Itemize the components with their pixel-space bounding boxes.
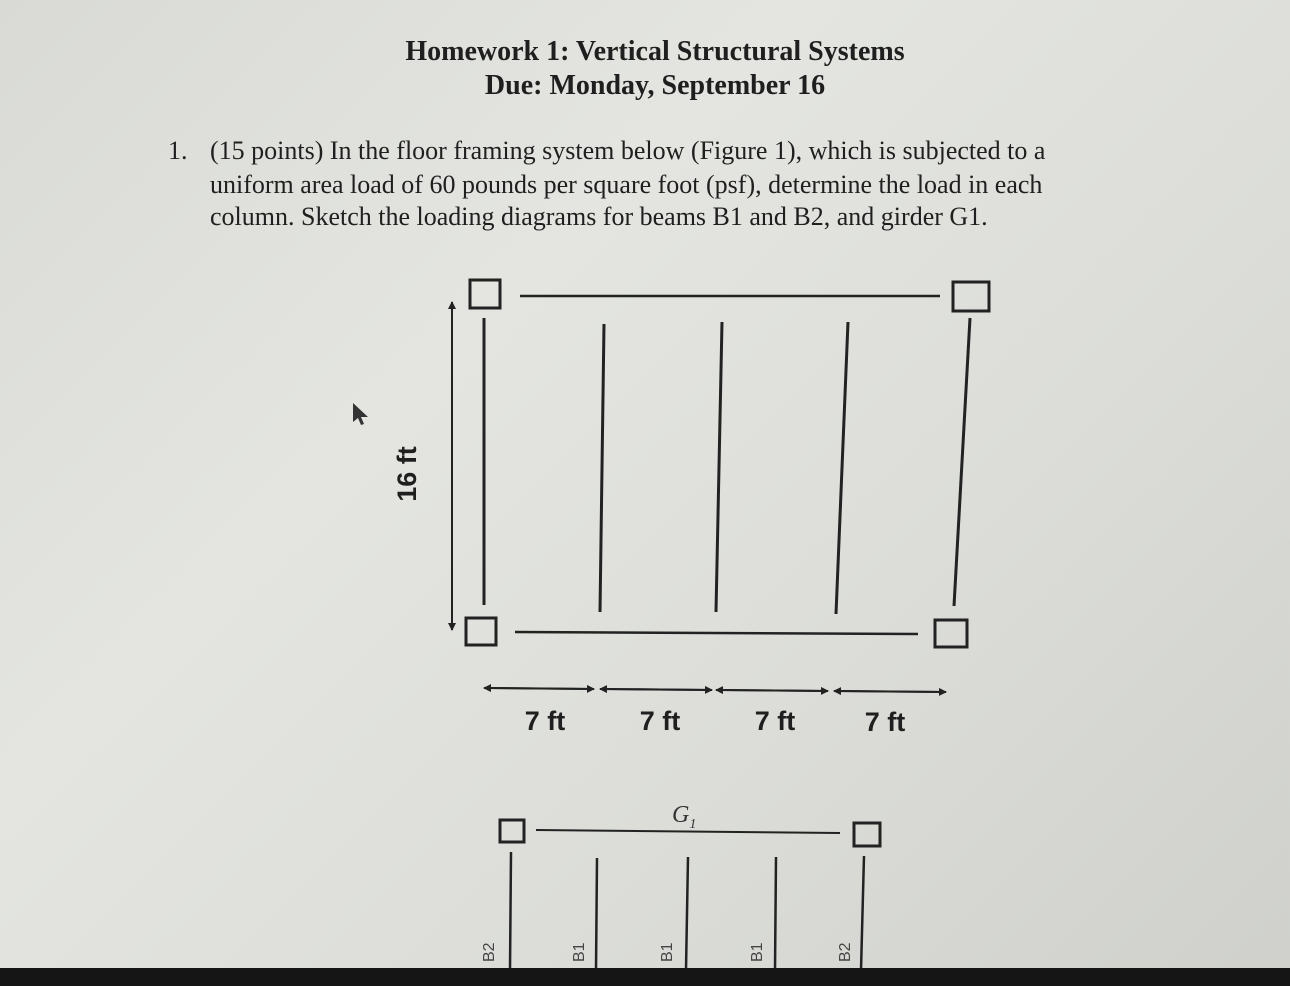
beam-label-b2-right: B2 (837, 942, 854, 962)
beam-2-b2-left (510, 852, 511, 970)
due-date: Due: Monday, September 16 (484, 70, 826, 101)
span-dimension-3b (716, 690, 828, 691)
column-2-left (500, 820, 524, 842)
span-label-4: 7 ft (864, 707, 906, 737)
beam-2-b1-2 (686, 857, 688, 970)
screen-bezel (0, 968, 1290, 986)
beam-2-b2-right (861, 856, 864, 970)
span-dimension-2b (600, 689, 712, 690)
span-dimension-4b (834, 691, 946, 692)
beam-b2-right (954, 318, 970, 606)
column-bottom-right (935, 620, 967, 647)
beam-2-b1-3 (775, 857, 776, 970)
question-line-3: column. Sketch the loading diagrams for beams B1 and B2, and girder G1. (210, 202, 988, 231)
mouse-cursor-icon (353, 403, 368, 425)
girder-g1 (536, 830, 840, 833)
question-line-2: uniform area load of 60 pounds per square foot (psf), determine the load in each (210, 170, 1043, 199)
span-label-3: 7 ft (754, 706, 796, 736)
beam-b1-2 (716, 322, 722, 612)
beam-b1-1 (600, 324, 604, 612)
span-label-2: 7 ft (639, 706, 681, 736)
beam-label-b1-2: B1 (659, 942, 676, 962)
column-2-right (854, 823, 880, 846)
girder-label: $G_1$ (672, 802, 697, 832)
height-label: 16 ft (392, 446, 422, 502)
question-number: 1. (168, 136, 188, 165)
beam-label-b2-left: B2 (481, 942, 498, 962)
beam-2-b1-1 (596, 858, 597, 970)
column-top-left (470, 280, 500, 308)
span-label-1: 7 ft (524, 706, 566, 736)
homework-title: Homework 1: Vertical Structural Systems (405, 36, 905, 67)
beam-label-b1-3: B1 (749, 942, 766, 962)
beam-label-b1-1: B1 (571, 942, 588, 962)
question-line-1: (15 points) In the floor framing system below (Figure 1), which is subjected to a (210, 136, 1046, 165)
beam-b1-3 (836, 322, 848, 614)
column-top-right (953, 282, 989, 311)
bottom-girder (515, 632, 918, 634)
column-bottom-left (466, 618, 496, 645)
span-dimension-1b (484, 688, 594, 689)
